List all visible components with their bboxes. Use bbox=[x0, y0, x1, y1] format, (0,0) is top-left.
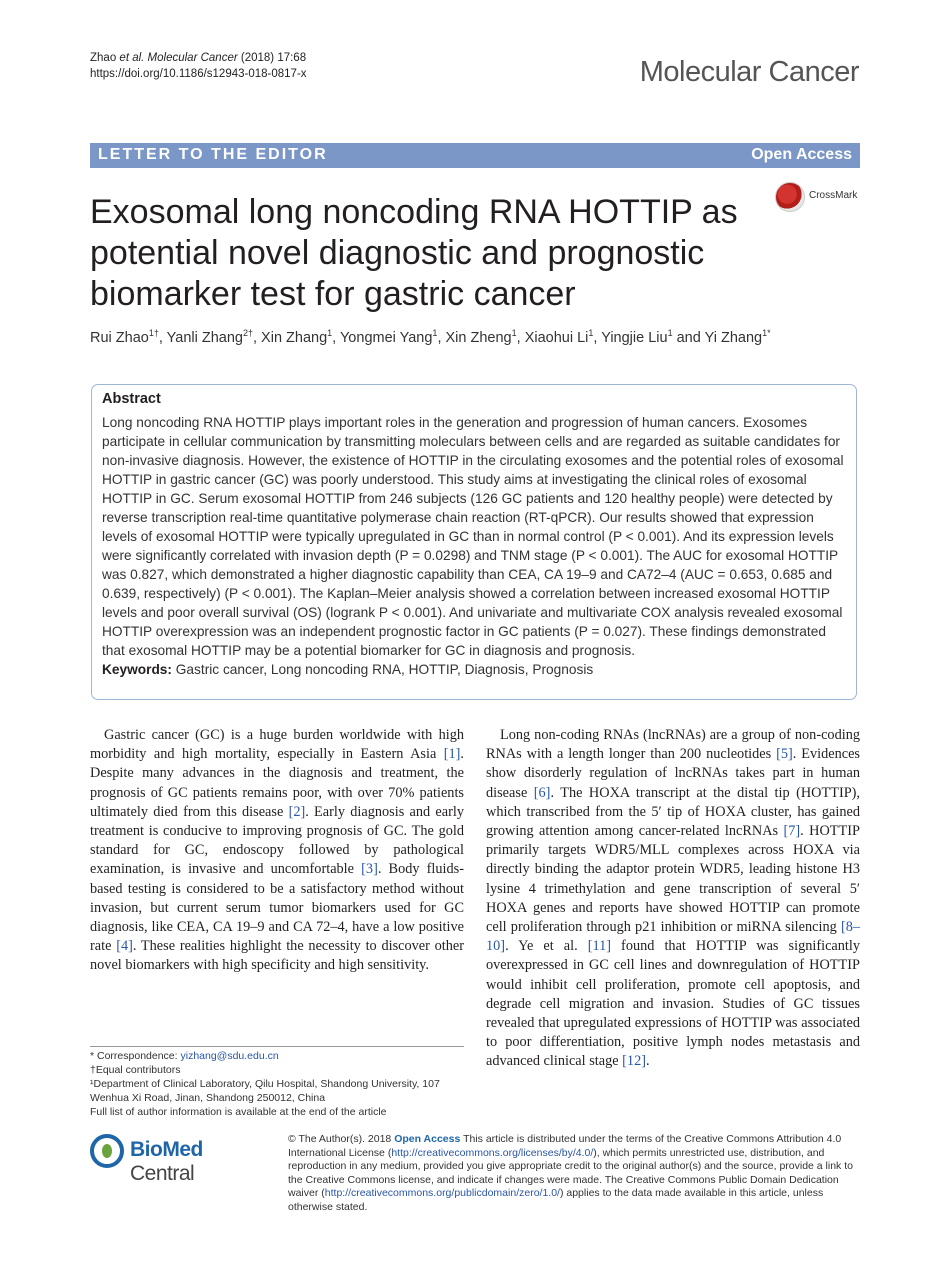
citation-volume: (2018) 17:68 bbox=[237, 52, 307, 64]
abstract-box bbox=[91, 384, 857, 700]
author: Yingjie Liu$^1$ and bbox=[601, 328, 705, 346]
author: Rui Zhao$^{1\dagger}$, bbox=[90, 328, 167, 346]
citation-etal: et al. bbox=[119, 52, 145, 64]
public-domain-link[interactable]: http://creativecommons.org/publicdomain/zero/1.0/ bbox=[324, 1187, 560, 1199]
email-link[interactable]: yizhang@sdu.edu.cn bbox=[180, 1050, 279, 1062]
keywords bbox=[102, 662, 846, 677]
author: Yi Zhang$^{1*}$ bbox=[704, 328, 771, 346]
reference-link[interactable]: [4] bbox=[116, 938, 133, 955]
license-link[interactable]: http://creativecommons.org/licenses/by/4.0/ bbox=[391, 1146, 594, 1159]
paragraph: Long non-coding RNAs (lncRNAs) are a group of non-coding RNAs with a length longer than 200 nucleotides [5]. Evidences show disorderly regulation of lncRNAs takes part in human disease [6]. The HOXA transcript at the distal tip (HOTTIP), which transcribed from the 5′ tip of HOXA cluster, has gained growing attention among cancer-related lncRNAs [7]. HOTTIP primarily targets WDR5/MLL complexes across HOXA via directly binding the adaptor protein WDR5, leading histone H3 lysine 4 trimethylation and gene transcription of several 5′ HOXA genes and reports have showed HOTTIP can promote cell proliferation through p21 inhibition or miRNA silencing [8–10]. Ye et al. [11] found that HOTTIP was significantly overexpressed in GC cell lines and downregulation of HOTTIP would inhibit cell proliferation, promote cell apoptosis, and degrade cell migration and invasion. Studies of GC tissues revealed that upregulated expressions of HOTTIP was associated to poor differentiation, positive lymph nodes metastasis and advanced clinical stage [12]. bbox=[486, 727, 861, 1070]
author: Xin Zheng$^1$, bbox=[445, 328, 525, 346]
article-type-banner bbox=[90, 143, 860, 168]
reference-link[interactable]: [12] bbox=[622, 1053, 646, 1070]
footnotes bbox=[90, 1046, 464, 1119]
paragraph: Gastric cancer (GC) is a huge burden worldwide with high morbidity and high mortality, especially in Eastern Asia [1]. Despite many advances in the diagnosis and treatment, the prognosis of GC patients remains poor, with over 70% patients ultimately died from this disease [2]. Early diagnosis and early treatment is conducive to improving prognosis of GC. The gold standard for GC, endoscopy followed by pathological examination, is invasive and uncomfortable [3]. Body fluids-based testing is considered to be a satisfactory method without invasion, but current serum tumor biomarkers used for GC diagnosis, like CEA, CA 19–9 and CA 72–4, have a low positive rate [4]. These realities highlight the necessity to discover other novel biomarkers with high specificity and high sensitivity. bbox=[90, 727, 465, 974]
biomed-central-logo bbox=[90, 1134, 270, 1185]
author: Xin Zhang$^1$, bbox=[261, 328, 340, 346]
abstract-text: Long noncoding RNA HOTTIP plays important roles in the generation and progression of human cancers. Exosomes participate in cellular communication by transmitting moleculars between cells and are regarded as suitable candidates for non-invasive diagnosis. However, the existence of HOTTIP in the circulating exosomes and the potential roles of exosomal HOTTIP in gastric cancer (GC) was poorly understood. This study aims at investigating the clinical roles of exosomal HOTTIP in GC. Serum exosomal HOTTIP from 246 subjects (126 GC patients and 120 healthy people) were detected by reverse transcription real-time quantitative polymerase chain reaction (RT-qPCR). Our results showed that expression levels of exosomal HOTTIP were typically upregulated in GC than in normal control (P < 0.001). And its expression levels were significantly correlated with invasion depth (P = 0.0298) and TNM stage (P < 0.001). The AUC for exosomal HOTTIP was 0.827, which demonstrated a higher diagnostic capability than CEA, CA 19–9 and CA72–4 (AUC = 0.653, 0.685 and 0.639, respectively) (P < 0.001). The Kaplan–Meier analysis showed a correlation between increased exosomal HOTTIP levels and poor overall survival (OS) (logrank P < 0.001). And univariate and multivariate COX analysis revealed exosomal HOTTIP overexpression was an independent prognostic factor in GC patients (P = 0.027). These findings demonstrated that exosomal HOTTIP may be a potential biomarker for GC in diagnosis and prognosis. bbox=[102, 415, 844, 658]
reference-link[interactable]: [8–10] bbox=[486, 919, 860, 955]
body-column-left bbox=[90, 726, 464, 976]
reference-link[interactable]: [3] bbox=[361, 861, 378, 878]
journal-name: Molecular Cancer bbox=[639, 56, 859, 88]
author: Yanli Zhang$^{2\dagger}$, bbox=[166, 328, 262, 346]
author: Xiaohui Li$^1$, bbox=[524, 328, 602, 346]
reference-link[interactable]: [7] bbox=[783, 823, 801, 840]
biomed-logo-icon bbox=[90, 1134, 124, 1168]
keywords-list: Gastric cancer, Long noncoding RNA, HOTTIP, Diagnosis, Prognosis bbox=[171, 662, 594, 677]
crossmark-button[interactable] bbox=[775, 182, 865, 212]
crossmark-icon bbox=[775, 182, 805, 212]
reference-link[interactable]: [1] bbox=[443, 746, 461, 763]
citation-block bbox=[90, 50, 307, 82]
reference-link[interactable]: [5] bbox=[776, 746, 793, 763]
doi-link[interactable]: https://doi.org/10.1186/s12943-018-0817-x bbox=[90, 68, 307, 80]
publisher-name: BioMed Central bbox=[130, 1138, 203, 1185]
citation-journal: Molecular Cancer bbox=[144, 52, 238, 64]
citation-line bbox=[90, 50, 307, 66]
equal-contributors: †Equal contributors bbox=[90, 1064, 181, 1076]
author-list bbox=[90, 328, 771, 346]
license-text: © The Author(s). 2018 Open Access This article is distributed under the terms of the Creative Commons Attribution 4.0 International License (http://creativecommons.org/licenses/by/4.0/), which permits unrestricted use, distribution, and reproduction in any medium, provided you give appropriate credit to the original author(s) and the source, provide a link to the Creative Commons license, and indicate if changes were made. The Creative Commons Public Domain Dedication waiver (http://creativecommons.org/publicdomain/zero/1.0/) applies to the data made available in this article, unless otherwise stated. bbox=[288, 1133, 853, 1213]
author: Yongmei Yang$^1$, bbox=[339, 328, 446, 346]
open-access-text: Open Access bbox=[394, 1133, 461, 1145]
reference-link[interactable]: [11] bbox=[587, 938, 612, 955]
affiliation: ¹Department of Clinical Laboratory, Qilu Hospital, Shandong University, 107 Wenhua Xi Road, Jinan, Shandong 250012, China bbox=[90, 1078, 440, 1104]
citation-authors: Zhao bbox=[90, 52, 120, 64]
open-access-label: Open Access bbox=[751, 146, 852, 163]
correspondence: * Correspondence: yizhang@sdu.edu.cn bbox=[90, 1050, 279, 1062]
article-title: Exosomal long noncoding RNA HOTTIP as potential novel diagnostic and prognostic biomarker test for gastric cancer bbox=[90, 193, 738, 313]
full-list-note: Full list of author information is available at the end of the article bbox=[90, 1106, 387, 1118]
article-type: LETTER TO THE EDITOR bbox=[98, 146, 328, 163]
reference-link[interactable]: [2] bbox=[288, 803, 306, 820]
reference-link[interactable]: [6] bbox=[533, 784, 551, 801]
abstract-heading: Abstract bbox=[102, 391, 161, 407]
crossmark-label: CrossMark bbox=[809, 190, 858, 201]
keywords-label: Keywords: bbox=[102, 662, 172, 677]
body-column-right bbox=[486, 726, 860, 1072]
